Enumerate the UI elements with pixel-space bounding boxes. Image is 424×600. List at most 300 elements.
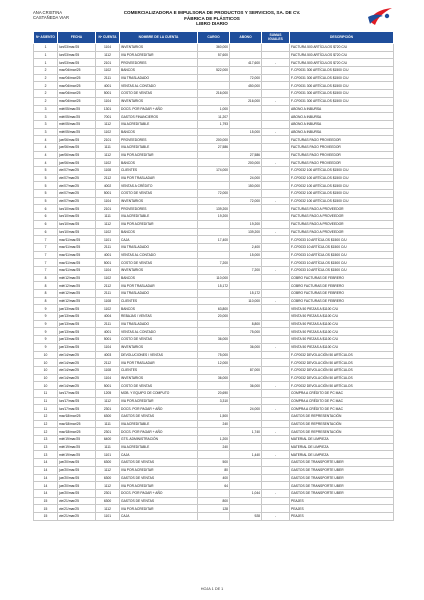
asiento-cell: 10: [34, 359, 58, 367]
cargo-cell: 27,586: [198, 143, 230, 151]
descripcion-cell: ABONO A INBURSA: [290, 120, 394, 128]
cargo-cell: 63,800: [198, 305, 230, 313]
table-row: [34, 489, 394, 497]
cuenta-cell: 2301: [96, 489, 120, 497]
sumas-cell: [262, 190, 290, 198]
cargo-cell: 128: [198, 505, 230, 513]
abono-cell: 24,000: [230, 174, 262, 182]
table-row: [34, 474, 394, 482]
cuenta-nombre-cell: BANCOS: [120, 228, 198, 236]
sumas-cell: [262, 505, 290, 513]
abono-cell: [230, 44, 262, 52]
sumas-cell: [262, 120, 290, 128]
cuenta-nombre-cell: IVA ACREDITABLE: [120, 443, 198, 451]
col-header-sumas: SUMAS IGUALES: [262, 32, 290, 44]
asiento-cell: 13: [34, 451, 58, 459]
cuenta-nombre-cell: IVA ACREDITABLE: [120, 120, 198, 128]
cargo-cell: [198, 220, 230, 228]
fecha-cell: vie/07/mar/25: [58, 174, 96, 182]
cuenta-cell: 2301: [96, 405, 120, 413]
abono-cell: 75,000: [230, 328, 262, 336]
descripcion-cell: FACTURA 500 ARTÍCULOS $720 C/U: [290, 44, 394, 52]
cuenta-cell: 1112: [96, 220, 120, 228]
cuenta-nombre-cell: IVA TRASLADADO: [120, 243, 198, 251]
sumas-cell: [262, 459, 290, 467]
cargo-cell: [198, 290, 230, 298]
cuenta-nombre-cell: IVA ACREDITABLE: [120, 143, 198, 151]
table-row: [34, 343, 394, 351]
sumas-cell: -: [262, 97, 290, 105]
abono-cell: [230, 459, 262, 467]
table-row: [34, 313, 394, 321]
cargo-cell: 3,310: [198, 397, 230, 405]
cuenta-nombre-cell: BANCOS: [120, 159, 198, 167]
cuenta-nombre-cell: COSTO DE VENTAS: [120, 90, 198, 98]
sumas-cell: [262, 443, 290, 451]
sumas-cell: [262, 151, 290, 159]
asiento-cell: 4: [34, 151, 58, 159]
table-row: [34, 151, 394, 159]
table-row: [34, 136, 394, 144]
cargo-cell: 57,600: [198, 51, 230, 59]
descripcion-cell: PEAJES: [290, 505, 394, 513]
cuenta-nombre-cell: INVENTARIOS: [120, 374, 198, 382]
descripcion-cell: GASTOS DE TRANSPORTE UBER: [290, 489, 394, 497]
descripcion-cell: F-CF0031 300 ARTÍCULOS $1500 C/U: [290, 74, 394, 82]
cuenta-cell: 6300: [96, 413, 120, 421]
cargo-cell: [198, 74, 230, 82]
fecha-cell: jue/20/mar/25: [58, 459, 96, 467]
abono-cell: 928: [230, 512, 262, 520]
cuenta-nombre-cell: IVA POR ACREDITAR: [120, 220, 198, 228]
sumas-cell: -: [262, 266, 290, 274]
abono-cell: 15,172: [230, 290, 262, 298]
fecha-cell: jue/06/mar/25: [58, 143, 96, 151]
asiento-cell: 12: [34, 413, 58, 421]
cuenta-nombre-cell: DOCS. POR PAGAR + AÑO: [120, 428, 198, 436]
fecha-cell: lun/10/mar/25: [58, 228, 96, 236]
asiento-cell: 6: [34, 220, 58, 228]
abono-cell: [230, 136, 262, 144]
cuenta-cell: 2112: [96, 359, 120, 367]
table-row: [34, 436, 394, 444]
asiento-cell: 10: [34, 366, 58, 374]
cuenta-cell: 5001: [96, 90, 120, 98]
table-row: [34, 174, 394, 182]
cargo-cell: 200,000: [198, 136, 230, 144]
cuenta-cell: 2101: [96, 136, 120, 144]
abono-cell: [230, 313, 262, 321]
abono-cell: 417,600: [230, 59, 262, 67]
fecha-cell: lun/10/mar/25: [58, 205, 96, 213]
fecha-cell: lun/03/mar/25: [58, 44, 96, 52]
cuenta-nombre-cell: INVENTARIOS: [120, 197, 198, 205]
descripcion-cell: FACTURAS PAGO PROVEEDOR: [290, 151, 394, 159]
cuenta-cell: 2112: [96, 174, 120, 182]
asiento-cell: 12: [34, 420, 58, 428]
cargo-cell: [198, 512, 230, 520]
asiento-cell: 8: [34, 274, 58, 282]
cargo-cell: 7,200: [198, 259, 230, 267]
cuenta-nombre-cell: COSTO DE VENTAS: [120, 190, 198, 198]
table-row: [34, 413, 394, 421]
table-row: [34, 67, 394, 75]
col-header-descripcion: DESCRIPCIÓN: [290, 32, 394, 44]
asiento-cell: 2: [34, 74, 58, 82]
asiento-cell: 14: [34, 466, 58, 474]
abono-cell: [230, 336, 262, 344]
table-row: [34, 512, 394, 520]
cuenta-nombre-cell: DEVOLUCIONES / VENTAS: [120, 351, 198, 359]
fecha-cell: lun/03/mar/25: [58, 59, 96, 67]
sumas-cell: [262, 174, 290, 182]
sumas-cell: [262, 51, 290, 59]
sumas-cell: [262, 74, 290, 82]
sumas-cell: [262, 167, 290, 175]
descripcion-cell: VENTA 50 PIEZAS A $1100 C/U: [290, 313, 394, 321]
asiento-cell: 10: [34, 374, 58, 382]
abono-cell: 72,000: [230, 74, 262, 82]
table-row: [34, 167, 394, 175]
cuenta-nombre-cell: PROVEEDORES: [120, 205, 198, 213]
cuenta-nombre-cell: IVA POR ACREDITAR: [120, 505, 198, 513]
cuenta-nombre-cell: PROVEEDORES: [120, 59, 198, 67]
table-row: [34, 266, 394, 274]
cuenta-nombre-cell: VENTAS AL CONTADO: [120, 82, 198, 90]
sumas-cell: [262, 82, 290, 90]
table-row: [34, 59, 394, 67]
abono-cell: [230, 105, 262, 113]
cuenta-nombre-cell: REBAJAS / VENTAS: [120, 313, 198, 321]
asiento-cell: 11: [34, 405, 58, 413]
cargo-cell: 11,207: [198, 113, 230, 121]
sumas-cell: [262, 420, 290, 428]
cuenta-nombre-cell: BANCOS: [120, 128, 198, 136]
abono-cell: [230, 413, 262, 421]
abono-cell: [230, 143, 262, 151]
fecha-cell: mar/11/mar/25: [58, 266, 96, 274]
abono-cell: 72,000: [230, 197, 262, 205]
table-row: [34, 90, 394, 98]
asiento-cell: 2: [34, 82, 58, 90]
cargo-cell: 20,690: [198, 389, 230, 397]
asiento-cell: 9: [34, 305, 58, 313]
cargo-cell: [198, 328, 230, 336]
table-row: [34, 290, 394, 298]
table-row: [34, 374, 394, 382]
asiento-cell: 5: [34, 197, 58, 205]
sumas-cell: [262, 482, 290, 490]
cuenta-nombre-cell: INVENTARIOS: [120, 97, 198, 105]
sumas-cell: -: [262, 297, 290, 305]
fecha-cell: vie/21/mar/25: [58, 512, 96, 520]
fecha-cell: vie/21/mar/25: [58, 505, 96, 513]
cargo-cell: [198, 59, 230, 67]
table-row: [34, 51, 394, 59]
cuenta-cell: 1112: [96, 466, 120, 474]
sumas-cell: [262, 474, 290, 482]
fecha-cell: jue/06/mar/25: [58, 159, 96, 167]
fecha-cell: vie/14/mar/25: [58, 366, 96, 374]
cuenta-nombre-cell: INVENTARIOS: [120, 266, 198, 274]
asiento-cell: 12: [34, 428, 58, 436]
abono-cell: 1,440: [230, 451, 262, 459]
table-row: [34, 105, 394, 113]
sumas-cell: [262, 113, 290, 121]
cuenta-nombre-cell: IVA POR TRASLADAR: [120, 359, 198, 367]
cargo-cell: [198, 182, 230, 190]
asiento-cell: 11: [34, 397, 58, 405]
abono-cell: 24,000: [230, 405, 262, 413]
page-footer: HOJA 1 DE 1: [200, 587, 224, 591]
owner-line-1: ANA CRISTINA: [33, 10, 63, 15]
cuenta-cell: 4001: [96, 328, 120, 336]
table-row: [34, 420, 394, 428]
cargo-cell: [198, 451, 230, 459]
fecha-cell: mié/19/mar/25: [58, 436, 96, 444]
asiento-cell: 13: [34, 443, 58, 451]
sumas-cell: -: [262, 512, 290, 520]
cuenta-cell: 1112: [96, 397, 120, 405]
cargo-cell: 12,000: [198, 359, 230, 367]
asiento-cell: 14: [34, 489, 58, 497]
table-row: [34, 382, 394, 390]
cargo-cell: 174,000: [198, 167, 230, 175]
fecha-cell: jue/20/mar/25: [58, 466, 96, 474]
abono-cell: 7,200: [230, 266, 262, 274]
abono-cell: [230, 274, 262, 282]
fecha-cell: lun/10/mar/25: [58, 213, 96, 221]
sumas-cell: [262, 259, 290, 267]
table-row: [34, 282, 394, 290]
table-row: [34, 128, 394, 136]
descripcion-cell: COMPRA A CRÉDITO DE PC MAC: [290, 405, 394, 413]
fecha-cell: mié/05/mar/25: [58, 120, 96, 128]
descripcion-cell: F-CF0033 10 ARTÍCULOS $1500 C/U: [290, 251, 394, 259]
descripcion-cell: FACTURA 500 ARTÍCULOS $720 C/U: [290, 59, 394, 67]
fecha-cell: mié/05/mar/25: [58, 105, 96, 113]
fecha-cell: lun/17/mar/25: [58, 389, 96, 397]
cuenta-cell: 1112: [96, 151, 120, 159]
descripcion-cell: VENTA 50 PIEZAS A $1100 C/U: [290, 320, 394, 328]
asiento-cell: 6: [34, 205, 58, 213]
descripcion-cell: COBRO FACTURAS DE FEBRERO: [290, 297, 394, 305]
sumas-cell: [262, 359, 290, 367]
cargo-cell: [198, 297, 230, 305]
table-row: [34, 451, 394, 459]
descripcion-cell: F-CF0032 DEVOLUCIÓN 50 ARTÍCULOS: [290, 359, 394, 367]
abono-cell: 139,200: [230, 228, 262, 236]
cuenta-nombre-cell: IVA TRASLADADO: [120, 290, 198, 298]
cuenta-nombre-cell: IVA ACREDITABLE: [120, 420, 198, 428]
asiento-cell: 3: [34, 120, 58, 128]
fecha-cell: mar/04/mar/25: [58, 82, 96, 90]
cuenta-nombre-cell: IVA POR ACREDITAR: [120, 466, 198, 474]
cuenta-nombre-cell: DOCS. POR PAGAR + AÑO: [120, 489, 198, 497]
abono-cell: [230, 443, 262, 451]
fecha-cell: mié/19/mar/25: [58, 443, 96, 451]
fecha-cell: mar/11/mar/25: [58, 259, 96, 267]
cargo-cell: 19,200: [198, 213, 230, 221]
descripcion-cell: COBRO FACTURAS DE FEBRERO: [290, 282, 394, 290]
asiento-cell: 15: [34, 512, 58, 520]
cargo-cell: 20,000: [198, 313, 230, 321]
descripcion-cell: VENTA 50 PIEZAS A $1100 C/U: [290, 336, 394, 344]
cuenta-cell: 6300: [96, 459, 120, 467]
descripcion-cell: F-CF0033 10 ARTÍCULOS $1500 C/U: [290, 259, 394, 267]
fecha-cell: jue/20/mar/25: [58, 489, 96, 497]
fecha-cell: jue/06/mar/25: [58, 136, 96, 144]
cuenta-cell: 1111: [96, 143, 120, 151]
descripcion-cell: GASTOS DE TRANSPORTE UBER: [290, 474, 394, 482]
asiento-cell: 6: [34, 228, 58, 236]
cargo-cell: 36,000: [198, 374, 230, 382]
cargo-cell: [198, 97, 230, 105]
fecha-cell: vie/07/mar/25: [58, 190, 96, 198]
fecha-cell: vie/07/mar/25: [58, 167, 96, 175]
descripcion-cell: F-CF0031 300 ARTÍCULOS $1500 C/U: [290, 67, 394, 75]
cuenta-nombre-cell: CLIENTES: [120, 167, 198, 175]
descripcion-cell: F-CF0032 DEVOLUCIÓN 50 ARTÍCULOS: [290, 374, 394, 382]
cuenta-cell: 1104: [96, 374, 120, 382]
table-row: [34, 274, 394, 282]
sumas-cell: [262, 220, 290, 228]
table-row: [34, 220, 394, 228]
cuenta-cell: 5001: [96, 382, 120, 390]
journal-table: [33, 31, 394, 521]
descripcion-cell: FACTURAS PAGO A PROVEEDOR: [290, 220, 394, 228]
table-row: [34, 466, 394, 474]
descripcion-cell: ABONO A INBURSA: [290, 128, 394, 136]
cuenta-nombre-cell: GASTOS DE VENTAS: [120, 497, 198, 505]
cargo-cell: [198, 228, 230, 236]
cargo-cell: 36,000: [198, 336, 230, 344]
cuenta-cell: 4001: [96, 251, 120, 259]
descripcion-cell: ABONO A INBURSA: [290, 113, 394, 121]
sumas-cell: [262, 236, 290, 244]
sumas-cell: [262, 251, 290, 259]
asiento-cell: 4: [34, 143, 58, 151]
cuenta-cell: 1205: [96, 389, 120, 397]
cargo-cell: 500: [198, 459, 230, 467]
asiento-cell: 9: [34, 336, 58, 344]
table-row: [34, 359, 394, 367]
cuenta-cell: 4001: [96, 82, 120, 90]
table-row: [34, 197, 394, 205]
descripcion-cell: F-CF0031 300 ARTÍCULOS $1500 C/U: [290, 90, 394, 98]
fecha-cell: lun/17/mar/25: [58, 405, 96, 413]
col-header-nombre: NOMBRE DE LA CUENTA: [120, 32, 198, 44]
col-header-abono: ABONO: [230, 32, 262, 44]
sumas-cell: [262, 351, 290, 359]
asiento-cell: 14: [34, 482, 58, 490]
asiento-cell: 7: [34, 266, 58, 274]
cargo-cell: 522,000: [198, 67, 230, 75]
fecha-cell: mié/12/mar/25: [58, 282, 96, 290]
abono-cell: [230, 205, 262, 213]
col-header-cuenta: Nº CUENTA: [96, 32, 120, 44]
sumas-cell: [262, 105, 290, 113]
cuenta-nombre-cell: DOCS. POR PAGAR + AÑO: [120, 105, 198, 113]
cargo-cell: [198, 489, 230, 497]
asiento-cell: 14: [34, 474, 58, 482]
cargo-cell: 17,400: [198, 236, 230, 244]
cuenta-cell: 1101: [96, 451, 120, 459]
fecha-cell: jue/13/mar/25: [58, 305, 96, 313]
abono-cell: [230, 359, 262, 367]
descripcion-cell: FACTURAS PAGO PROVEEDOR: [290, 159, 394, 167]
cuenta-cell: 1102: [96, 67, 120, 75]
sumas-cell: [262, 44, 290, 52]
document-title: [100, 10, 324, 27]
cargo-cell: [198, 128, 230, 136]
sumas-cell: [262, 282, 290, 290]
asiento-cell: 5: [34, 167, 58, 175]
sumas-cell: [262, 374, 290, 382]
asiento-cell: 8: [34, 290, 58, 298]
asiento-cell: 9: [34, 343, 58, 351]
descripcion-cell: F-CF0033 10 ARTÍCULOS $1500 C/U: [290, 266, 394, 274]
cargo-cell: [198, 197, 230, 205]
abono-cell: [230, 482, 262, 490]
fecha-cell: mar/04/mar/25: [58, 97, 96, 105]
fecha-cell: mar/04/mar/25: [58, 67, 96, 75]
descripcion-cell: F-CF0031 300 ARTÍCULOS $1500 C/U: [290, 82, 394, 90]
sumas-cell: [262, 436, 290, 444]
cuenta-nombre-cell: GASTOS DE VENTAS: [120, 474, 198, 482]
abono-cell: [230, 436, 262, 444]
asiento-cell: 9: [34, 320, 58, 328]
cuenta-cell: 2111: [96, 243, 120, 251]
abono-cell: [230, 497, 262, 505]
descripcion-cell: VENTA 50 PIEZAS A $1100 C/U: [290, 328, 394, 336]
table-row: [34, 443, 394, 451]
asiento-cell: 3: [34, 113, 58, 121]
abono-cell: 110,000: [230, 297, 262, 305]
cuenta-nombre-cell: BANCOS: [120, 305, 198, 313]
descripcion-cell: PEAJES: [290, 512, 394, 520]
cuenta-cell: 2301: [96, 428, 120, 436]
table-row: [34, 251, 394, 259]
descripcion-cell: GASTOS DE TRANSPORTE UBER: [290, 459, 394, 467]
cargo-cell: [198, 151, 230, 159]
sumas-cell: [262, 90, 290, 98]
descripcion-cell: GASTOS DE TRANSPORTE UBER: [290, 466, 394, 474]
cuenta-nombre-cell: PROVEEDORES: [120, 136, 198, 144]
abono-cell: [230, 213, 262, 221]
table-row: [34, 297, 394, 305]
sumas-cell: [262, 389, 290, 397]
table-row: [34, 236, 394, 244]
descripcion-cell: FACTURAS PAGO A PROVEEDOR: [290, 213, 394, 221]
sumas-cell: -: [262, 159, 290, 167]
cuenta-nombre-cell: VENTAS A CRÉDITO: [120, 182, 198, 190]
abono-cell: [230, 90, 262, 98]
cargo-cell: 75,000: [198, 351, 230, 359]
sumas-cell: [262, 397, 290, 405]
table-row: [34, 366, 394, 374]
descripcion-cell: ABONO A INBURSA: [290, 105, 394, 113]
cargo-cell: 64: [198, 482, 230, 490]
cargo-cell: 1,793: [198, 120, 230, 128]
asiento-cell: 5: [34, 174, 58, 182]
asiento-cell: 5: [34, 190, 58, 198]
table-row: [34, 405, 394, 413]
cuenta-nombre-cell: CLIENTES: [120, 366, 198, 374]
descripcion-cell: F-CF0032 DEVOLUCIÓN 50 ARTÍCULOS: [290, 382, 394, 390]
fecha-cell: jue/06/mar/25: [58, 151, 96, 159]
descripcion-cell: F-CF0033 10 ARTÍCULOS $1500 C/U: [290, 236, 394, 244]
